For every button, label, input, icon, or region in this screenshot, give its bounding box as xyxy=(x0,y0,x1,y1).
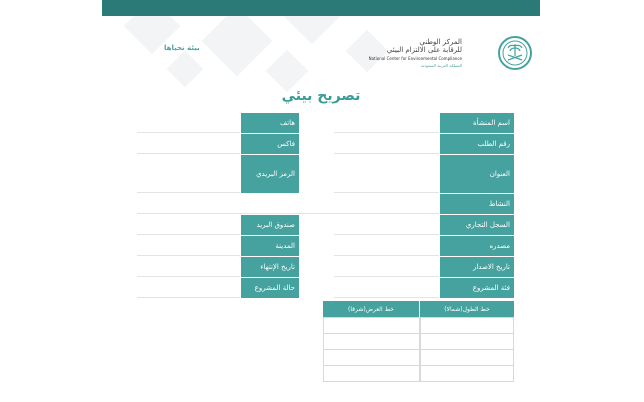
slogan: بيئة نحياها xyxy=(164,44,200,52)
coords-cell[interactable] xyxy=(420,349,514,366)
coords-cell[interactable] xyxy=(323,317,420,334)
coords-cell[interactable] xyxy=(420,365,514,382)
top-bar xyxy=(102,0,540,16)
field-postal-code[interactable] xyxy=(137,155,240,193)
document-title: تصريح بيئي xyxy=(281,88,361,104)
org-name-english: National Center for Environmental Compliance xyxy=(368,56,462,61)
org-name-line1: المركز الوطني xyxy=(419,38,462,46)
label-expiry-date: تاريخ الإنتهاء xyxy=(241,257,299,277)
field-phone[interactable] xyxy=(137,113,240,133)
label-activity: النشاط xyxy=(440,194,514,214)
field-facility-name[interactable] xyxy=(334,113,439,133)
label-source: مصدره xyxy=(440,236,514,256)
field-expiry-date[interactable] xyxy=(137,257,240,277)
label-issue-date: تاريخ الاصدار xyxy=(440,257,514,277)
palm-icon xyxy=(508,44,522,56)
label-postal-code: الرمز البريدي xyxy=(241,155,299,193)
label-commercial-register: السجل التجاري xyxy=(440,215,514,235)
coords-cell[interactable] xyxy=(323,333,420,350)
field-source[interactable] xyxy=(334,236,439,256)
field-activity[interactable] xyxy=(137,194,439,214)
coords-cell[interactable] xyxy=(420,317,514,334)
field-issue-date[interactable] xyxy=(334,257,439,277)
coords-cell[interactable] xyxy=(323,349,420,366)
kingdom-name: المملكة العربية السعودية xyxy=(420,63,462,68)
field-commercial-register[interactable] xyxy=(334,215,439,235)
field-project-status[interactable] xyxy=(137,278,240,298)
label-phone: هاتف xyxy=(241,113,299,133)
field-project-category[interactable] xyxy=(334,278,439,298)
field-po-box[interactable] xyxy=(137,215,240,235)
label-po-box: صندوق البريد xyxy=(241,215,299,235)
field-request-number[interactable] xyxy=(334,134,439,154)
field-address[interactable] xyxy=(334,155,439,193)
permit-page xyxy=(102,0,540,402)
org-name-line2: للرقابة على الالتزام البيئي xyxy=(386,46,462,54)
coords-cell[interactable] xyxy=(323,365,420,382)
coords-header-longitude: خط الطول(شمالا) xyxy=(420,301,514,317)
label-request-number: رقم الطلب xyxy=(440,134,514,154)
coords-header-latitude: خط العرض(شرقا) xyxy=(323,301,419,317)
field-fax[interactable] xyxy=(137,134,240,154)
label-city: المدينة xyxy=(241,236,299,256)
field-city[interactable] xyxy=(137,236,240,256)
label-facility-name: اسم المنشأة xyxy=(440,113,514,133)
label-address: العنوان xyxy=(440,155,514,193)
label-project-category: فئة المشروع xyxy=(440,278,514,298)
coords-cell[interactable] xyxy=(420,333,514,350)
ncec-logo xyxy=(498,36,532,70)
label-fax: فاكس xyxy=(241,134,299,154)
label-project-status: حالة المشروع xyxy=(241,278,299,298)
